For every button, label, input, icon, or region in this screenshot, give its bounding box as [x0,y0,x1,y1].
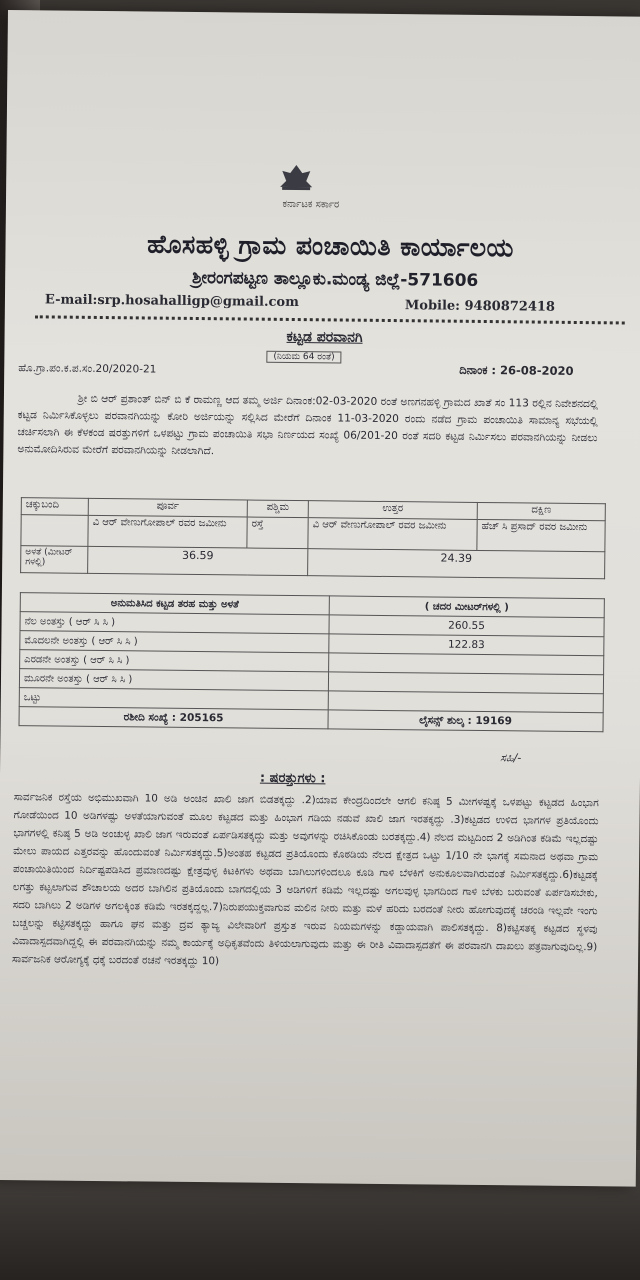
header-divider [35,315,625,324]
floor-label: ಮೂರನೇ ಅಂತಸ್ತು ( ಆರ್ ಸಿ ಸಿ ) [19,669,328,691]
measurement-label: ಅಳತೆ (ಮೀಟರ್ ಗಳಲ್ಲಿ) [21,546,88,574]
floor-label: ಎರಡನೇ ಅಂತಸ್ತು ( ಆರ್ ಸಿ ಸಿ ) [20,650,329,672]
boundaries-table [20,497,606,579]
government-emblem-icon [276,163,316,191]
document-date: ದಿನಾಂಕ : 26-08-2020 [459,362,574,378]
floor-label: ಒಟ್ಟು [19,688,328,710]
value-south: ಹೆಚ್ ಸಿ ಪ್ರಸಾದ್ ರವರ ಜಮೀನು [477,519,605,551]
signature: ಸಹಿ/- [500,751,522,765]
floor-label: ನೆಲ ಅಂತಸ್ತು ( ಆರ್ ಸಿ ಸಿ ) [20,612,329,634]
office-address: ಶ್ರೀರಂಗಪಟ್ಟಣ ತಾಲ್ಲೂಕು.ಮಂಡ್ಯ ಜಿಲ್ಲೆ-571606 [191,267,479,291]
value-east: ವಿ ಆರ್ ವೇಣುಗೋಪಾಲ್ ರವರ ಜಮೀನು [88,515,247,548]
building-unit-header: ( ಚದರ ಮೀಟರ್‌ಗಳಲ್ಲಿ ) [329,596,604,618]
header-north: ಉತ್ತರ [308,501,477,520]
measurement-row [21,546,605,579]
value-west: ರಸ್ತೆ [247,517,308,549]
floor-label: ಮೊದಲನೇ ಅಂತಸ್ತು ( ಆರ್ ಸಿ ಸಿ ) [20,631,329,653]
permit-paragraph: ಶ್ರೀ ಬಿ ಆರ್ ಪ್ರಶಾಂತ್ ಬಿನ್ ಬಿ ಕೆ ರಾಮಣ್ಣ ಆದ ತಮ್ಮ ಅರ್ಜಿ ದಿನಾಂಕ:02-03-2020 ರಂತೆ ಅಣಗನಹಳ್ಳಿ ಗ್ರಾಮದ ಖಾತೆ ಸಂ 113 ರಲ್ಲಿನ ನಿವೇಶನದಲ್ಲಿ ಕಟ್ಟಡ ನಿರ್ಮಿಸಿಕೊಳ್ಳಲು ಪರವಾನಗಿಯನ್ನು ಕೋರಿ ಅರ್ಜಿಯನ್ನು ಸಲ್ಲಿಸಿದ ಮೇರೆಗೆ ದಿನಾಂಕ 11-03-2020 ರಂದು ನಡೆದ ಗ್ರಾಮ ಪಂಚಾಯಿತಿ ಸಾಮಾನ್ಯ ಸಭೆಯಲ್ಲಿ ಚರ್ಚಿಸಲಾಗಿ ಈ ಕೆಳಕಂಡ ಷರತ್ತುಗಳಿಗೆ ಒಳಪಟ್ಟು ಗ್ರಾಮ ಪಂಚಾಯಿತಿ ಸಭಾ ನಿರ್ಣಯದ ಸಂಖ್ಯೆ 06/201-20 ರಂತೆ ಸದರಿ ಕಟ್ಟಡ ನಿರ್ಮಿಸಲು ಪರವಾನಗಿಯನ್ನು ನೀಡಲು ಅನುಮೋದಿಸಿರುವ ಮೇರೆಗೆ ಪರವಾನಗಿಯನ್ನು ನೀಡಲಾಗಿದೆ. [17,392,598,458]
conditions-title: : ಷರತ್ತುಗಳು : [259,770,326,787]
header-west: ಪಶ್ಚಿಮ [247,500,308,518]
header-east: ಪೂರ್ವ [88,498,247,517]
license-fee: ಲೈಸನ್ಸ್ ಶುಲ್ಕ : 19169 [328,710,603,732]
floor-value: 122.83 [329,634,604,656]
value-north: ವಿ ಆರ್ ವೇಣುಗೋಪಾಲ್ ರವರ ಜಮೀನು [308,518,477,551]
permit-document [0,10,640,1187]
floor-value: 260.55 [329,615,604,637]
east-west-length: 36.59 [88,546,308,575]
reference-number: ಹೊ.ಗ್ರಾ.ಪಂ.ಕ.ಪ.ಸಂ.20/2020-21 [18,362,157,376]
building-type-header: ಅನುಮತಿಸಿದ ಕಟ್ಟಡ ತರಹ ಮತ್ತು ಅಳತೆ [20,593,329,615]
document-title: ಕಟ್ಟಡ ಪರವಾನಗಿ [286,328,363,346]
email-address: E-mail:srp.hosahalligp@gmail.com [44,292,299,311]
mobile-number: Mobile: 9480872418 [404,298,556,315]
header-south: ದಕ್ಷಿಣ [477,502,605,520]
boundaries-label: ಚಕ್ಕುಬಂದಿ [21,498,88,516]
boundaries-blank [21,515,88,547]
rule-reference: (ನಿಯಮ 64 ರಂತೆ) [266,351,341,364]
north-south-length: 24.39 [308,549,605,579]
building-table [19,592,605,732]
conditions-text: ಸಾರ್ವಜನಿಕ ರಸ್ತೆಯ ಅಭಿಮುಖವಾಗಿ 10 ಅಡಿ ಅಂಚಿನ ಖಾಲಿ ಜಾಗ ಬಿಡತಕ್ಕದ್ದು .2)ಯಾವ ಕೇಂದ್ರದಿಂದಲೇ ಆಗಲಿ ಕನಿಷ್ಠ 5 ಮೀಗಳಷ್ಟಕ್ಕೆ ಒಳಪಟ್ಟು ಕಟ್ಟಡದ ಹಿಂಭಾಗ ಗೋಡೆಯಿಂದ 10 ಅಡಿಗಳಷ್ಟು ಅಳತೆಯಾಗುವಂತೆ ಮೂಲ ಕಟ್ಟಡದ ಮತ್ತು ಹಿಂಭಾಗ ಗಡಿಯ ನಡುವೆ ಖಾಲಿ ಜಾಗ ಇರತಕ್ಕದ್ದು .3)ಕಟ್ಟಡದ ಉಳಿದ ಭಾಗಗಳ ಪ್ರತಿಯೊಂದು ಭಾಗಗಳಲ್ಲಿ ಕನಿಷ್ಠ 5 ಅಡಿ ಅಂಚುಳ್ಳ ಖಾಲಿ ಜಾಗ ಇರುವಂತೆ ಏರ್ಪಡಿಸತಕ್ಕದ್ದು ಮತ್ತು ಅವುಗಳನ್ನು ರಚಿಸಿಕೊಂಡು ಬರತಕ್ಕದ್ದು.4) ನೆಲದ ಮಟ್ಟದಿಂದ 2 ಅಡಿಗಿಂತ ಕಡಿಮೆ ಇಲ್ಲದಷ್ಟು ಮೇಲು ಪಾಯದ ಎತ್ತರವನ್ನು ಹೊಂದುವಂತೆ ನಿರ್ಮಿಸತಕ್ಕದ್ದು.5)ಅಂತಹ ಕಟ್ಟಡದ ಪ್ರತಿಯೊಂದು ಕೊಠಡಿಯ ನೆಲದ ಕ್ಷೇತ್ರದ ಒಟ್ಟು 1/10 ನೇ ಭಾಗಕ್ಕೆ ಸಮನಾದ ಅಥವಾ ಗ್ರಾಮ ಪಂಚಾಯಿತಿಯಿಂದ ನಿರ್ದಿಷ್ಟಪಡಿಸಿದ ಪ್ರಮಾಣದಷ್ಟು ಕ್ಷೇತ್ರವುಳ್ಳ ಕಿಟಕಿಗಳು ಅಥವಾ ಬಾಗಿಲುಗಳಿಂದಲೂ ಕೂಡಿ ಗಾಳಿ ಬೆಳಕಿಗೆ ಅನುಕೂಲವಾಗಿರುವಂತೆ ನಿರ್ಮಿಸತಕ್ಕದ್ದು.6)ಕಟ್ಟಡಕ್ಕೆ ಲಗತ್ತು ಕಟ್ಟಲಾಗುವ ಶೌಚಾಲಯ ಅದರ ಬಾಗಿಲಿನ ಪ್ರತಿಯೊಂದು ಬಾಗದಲ್ಲಿಯ 3 ಅಡಿಗಳಿಗೆ ಕಡಿಮೆ ಇಲ್ಲದಷ್ಟು ಅಗಲವುಳ್ಳ ಭಾಗದಿಂದ ಗಾಳಿ ಬೆಳಕು ಬರುವಂತೆ ಏರ್ಪಡಿಸಬೇಕು, ಸದರಿ ಬಾಗಿಲು 2 ಅಡಿಗಳ ಅಗಲಕ್ಕಿಂತ ಕಡಿಮೆ ಇರತಕ್ಕದ್ದಲ್ಲ.7)ನಿರುಪಯುಕ್ತವಾಗುವ ಮಲಿನ ನೀರು ಮತ್ತು ಮಳೆ ಹರಿದು ಬರದಂತೆ ನೀರು ಹೋಗುವುದಕ್ಕೆ ಚರಂಡಿ ಇಲ್ಲವೇ ಇಂಗು ಬಚ್ಚಲನ್ನು ಕಟ್ಟಿಸತಕ್ಕದ್ದು ಹಾಗೂ ಘನ ಮತ್ತು ದ್ರವ ತ್ಯಾಜ್ಯ ವಿಲೇವಾರಿಗೆ ಪ್ರಸ್ತುತ ಇರುವ ನಿಯಮಗಳನ್ನು ಕಡ್ಡಾಯವಾಗಿ ಪಾಲಿಸತಕ್ಕದ್ದು. 8)ಕಟ್ಟಿಸತಕ್ಕ ಕಟ್ಟಡದ ಸ್ಥಳವು ವಿವಾದಾಸ್ಪದವಾಗಿದ್ದಲ್ಲಿ ಈ ಪರವಾನಗಿಯನ್ನು ನಮ್ಮ ಕಾರ್ಯಕ್ಕೆ ಅಧಿಕೃತವೆಂದು ತಿಳಿಯಲಾಗುವುದು ಮತ್ತು ಈ ರೀತಿ ವಿವಾದಾಸ್ಪದತೆಗೆ ಈ ಪರವಾನಗಿ ದಾಖಲು ಪತ್ರವಾಗುವುದಿಲ್ಲ.9) ಸಾರ್ವಜನಿಕ ಆರೋಗ್ಯಕ್ಕೆ ಧಕ್ಕೆ ಬರದಂತೆ ರಚನೆ ಇರತಕ್ಕದ್ದು 10) [11,791,599,968]
receipt-number: ರಶೀದಿ ಸಂಖ್ಯೆ : 205165 [19,707,328,729]
government-label: ಕರ್ನಾಟಕ ಸರ್ಕಾರ [282,198,340,211]
office-title: ಹೊಸಹಳ್ಳಿ ಗ್ರಾಮ ಪಂಚಾಯಿತಿ ಕಾರ್ಯಾಲಯ [147,229,515,263]
